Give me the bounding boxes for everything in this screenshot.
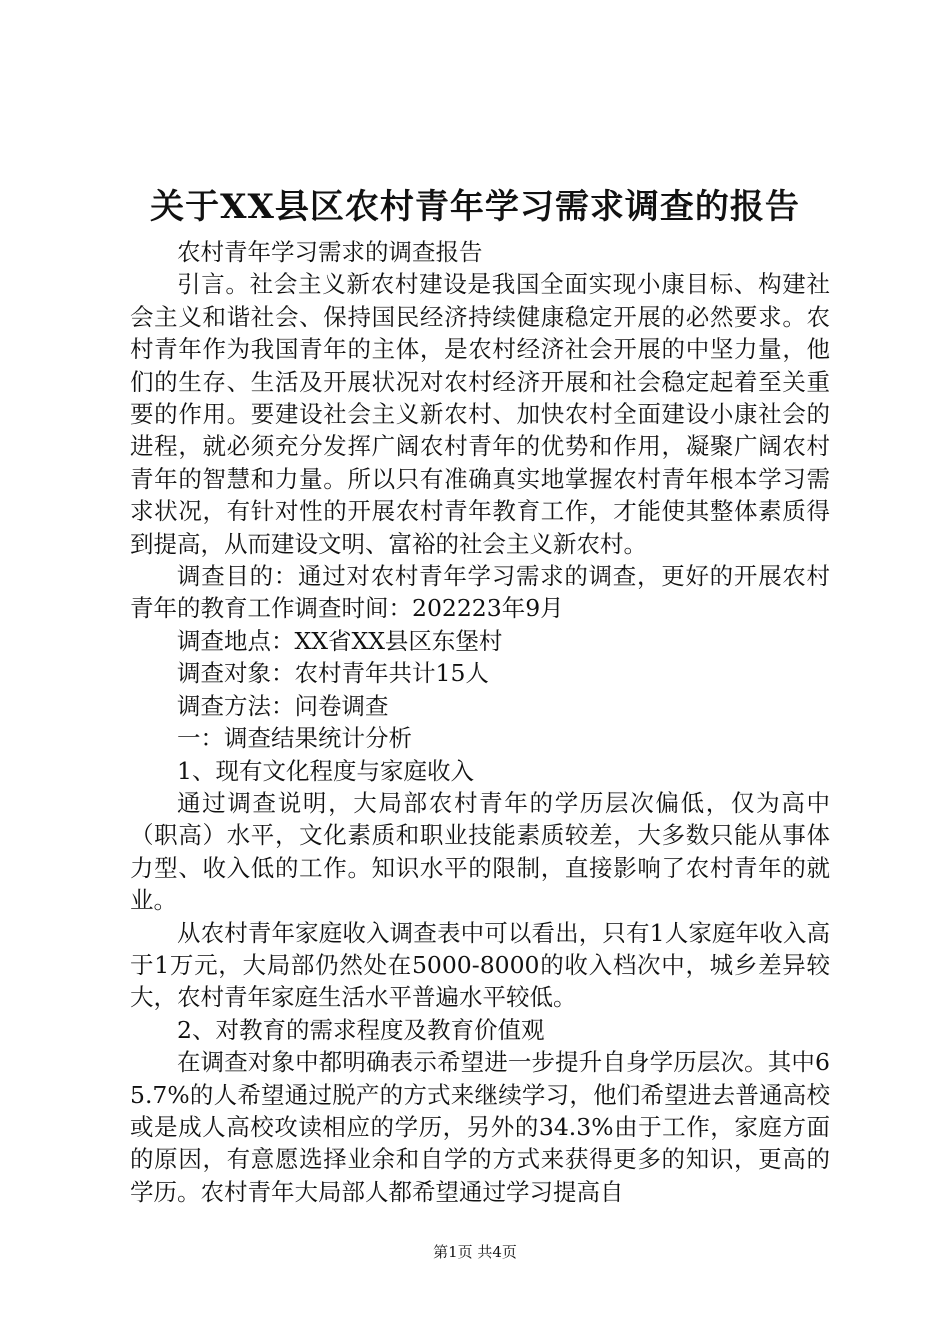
paragraph-purpose: 调查目的：通过对农村青年学习需求的调查，更好的开展农村青年的教育工作调查时间：202223年9月 (130, 562, 830, 623)
paragraph-subjects: 调查对象：农村青年共计15人 (177, 659, 489, 688)
document-body (130, 236, 830, 1208)
paragraph-introduction: 引言。社会主义新农村建设是我国全面实现小康目标、构建社会主义和谐社会、保持国民经济持续健康稳定开展的必然要求。农村青年作为我国青年的主体，是农村经济社会开展的中坚力量，他们的生存、生活及开展状况对农村经济开展和社会稳定起着至关重要的作用。要建设社会主义新农村、加快农村全面建设小康社会的进程，就必须充分发挥广阔农村青年的优势和作用，凝聚广阔农村青年的智慧和力量。所以只有准确真实地掌握农村青年根本学习需求状况，有针对性的开展农村青年教育工作，才能使其整体素质得到提高，从而建设文明、富裕的社会主义新农村。 (130, 270, 830, 558)
paragraph-family-income: 从农村青年家庭收入调查表中可以看出，只有1人家庭年收入高于1万元，大局部仍然处在5000-8000的收入档次中，城乡差异较大，农村青年家庭生活水平普遍水平较低。 (130, 918, 830, 1012)
subsection-heading-education-demand: 2、对教育的需求程度及教育价值观 (177, 1015, 545, 1044)
paragraph-method: 调查方法：问卷调查 (177, 691, 389, 720)
document-title: 关于XX县区农村青年学习需求调查的报告 (150, 187, 800, 227)
section-heading-results: 一：调查结果统计分析 (177, 724, 412, 753)
subsection-heading-education-income: 1、现有文化程度与家庭收入 (177, 756, 474, 785)
paragraph-subtitle: 农村青年学习需求的调查报告 (177, 238, 483, 266)
paragraph-education-level: 通过调查说明，大局部农村青年的学历层次偏低，仅为高中（职高）水平，文化素质和职业技能素质较差，大多数只能从事体力型、收入低的工作。知识水平的限制，直接影响了农村青年的就业。 (130, 788, 830, 915)
paragraph-location: 调查地点：XX省XX县区东堡村 (177, 626, 503, 655)
paragraph-education-demand: 在调查对象中都明确表示希望进一步提升自身学历层次。其中65.7%的人希望通过脱产的方式来继续学习，他们希望进去普通高校或是成人高校攻读相应的学历，另外的34.3%由于工作，家庭方面的原因，有意愿选择业余和自学的方式来获得更多的知识，更高的学历。农村青年大局部人都希望通过学习提高自 (130, 1048, 830, 1206)
page-indicator: 第1页 共4页 (433, 1243, 517, 1261)
